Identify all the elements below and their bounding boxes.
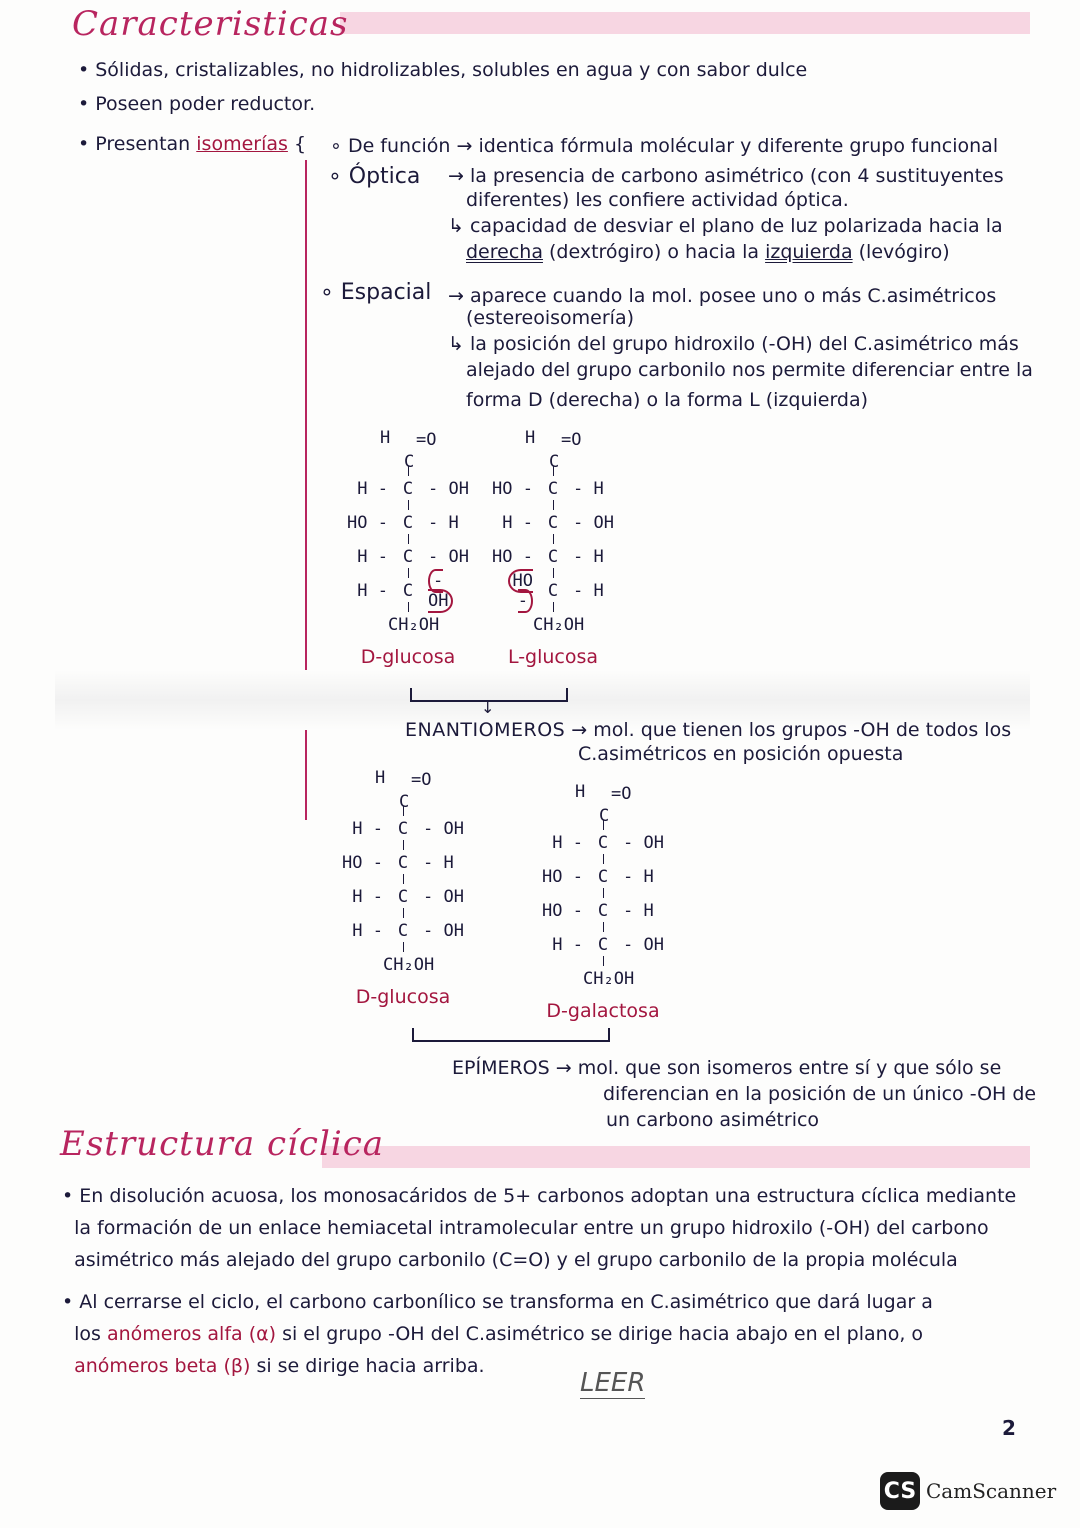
ch2oh-group: CH₂OH	[383, 955, 435, 975]
text: la formación de un enlace hemiacetal intramolecular entre un grupo hidroxilo (-OH) del carbono	[74, 1217, 989, 1239]
atom-o: =O	[411, 770, 432, 790]
optica-line: diferentes) les confiere actividad óptica.	[466, 189, 849, 211]
carbon-row: H - C - OH	[502, 513, 614, 533]
title-highlight	[322, 1146, 1030, 1168]
carbon-row: HO - C - H	[347, 513, 459, 533]
right-group: - OH	[428, 479, 469, 499]
bullet-isomerias: • Presentan isomerías {	[78, 133, 307, 155]
aldehyde-group: H =O C	[525, 428, 582, 472]
text: → mol. que tienen los grupos -OH de todos los	[571, 719, 1012, 741]
right-group: - OH	[423, 921, 464, 941]
carbon-row: H - C - OH	[357, 547, 469, 567]
bullet-text: Presentan	[95, 133, 197, 155]
carbon-row: H - C - OH	[352, 819, 464, 839]
label: Espacial	[340, 280, 432, 305]
espacial-line: alejado del grupo carbonilo nos permite diferenciar entre la	[466, 359, 1033, 381]
right-group: - OH	[428, 547, 469, 567]
isomerias-word: isomerías	[196, 133, 288, 155]
left-group: HO -	[347, 513, 388, 533]
epimeros-line: un carbono asimétrico	[606, 1109, 820, 1131]
text: Al cerrarse el ciclo, el carbono carbonílico se transforma en C.asimétrico que dará lugar a	[79, 1291, 933, 1313]
section-title-caracteristicas: Caracteristicas	[72, 4, 349, 44]
left-group: HO -	[542, 867, 583, 887]
isomeria-espacial-label: ∘ Espacial	[320, 280, 432, 305]
left-group: H -	[357, 479, 388, 499]
bullet-poder-reductor: • Poseen poder reductor.	[78, 93, 316, 115]
ch2oh-group: CH₂OH	[388, 615, 440, 635]
paragraph-2: • Al cerrarse el ciclo, el carbono carbonílico se transforma en C.asimétrico que dará lugar a los anómeros alfa (α) si el grupo -OH del C.asimétrico se dirige hacia abajo en el plano, o anómeros beta (β) si se dirige hacia arriba.	[62, 1291, 933, 1377]
carbon-row: HO - C - H	[485, 574, 621, 608]
carbon-row: HO - C - H	[342, 853, 454, 873]
bullet-text: Sólidas, cristalizables, no hidrolizables, solubles en agua y con sabor dulce	[95, 59, 808, 81]
espacial-line: forma D (derecha) o la forma L (izquierda)	[466, 389, 869, 411]
camscanner-text: CamScanner	[926, 1479, 1057, 1503]
carbon-row: H - C - OH	[357, 479, 469, 499]
bullet-solidas: • Sólidas, cristalizables, no hidrolizables, solubles en agua y con sabor dulce	[78, 59, 808, 81]
molecule-label: D-glucosa	[360, 646, 456, 668]
page-number: 2	[1002, 1416, 1016, 1440]
down-arrow-icon: ↓	[481, 698, 495, 717]
right-group: - H	[573, 479, 604, 499]
right-group: - H	[573, 547, 604, 567]
left-group: HO -	[492, 479, 533, 499]
espacial-line: ↳ la posición del grupo hidroxilo (-OH) del C.asimétrico más	[448, 333, 1019, 355]
epimeros-definition	[452, 1054, 1001, 1082]
right-group: - OH	[623, 935, 664, 955]
text: (levógiro)	[852, 241, 950, 263]
carbon-row: H - C - OH	[552, 935, 664, 955]
right-group: - H	[623, 867, 654, 887]
carbon-row: HO - C - H	[542, 867, 654, 887]
izquierda: izquierda	[765, 241, 853, 263]
fischer-projection-2	[485, 428, 621, 668]
right-group: - OH	[573, 513, 614, 533]
anomeros-beta: anómeros beta (β)	[74, 1355, 251, 1377]
ch2oh-group: CH₂OH	[583, 969, 635, 989]
paragraph-1: • En disolución acuosa, los monosacáridos de 5+ carbonos adoptan una estructura cíclica mediante la formación de un enlace hemiacetal intramolecular entre un grupo hidroxilo (-OH) del carbono asimétrico más alejado del grupo carbonilo (C=O) y el grupo carbonilo de la propia molécula	[62, 1185, 1017, 1271]
atom-o: =O	[611, 784, 632, 804]
label: Óptica	[348, 164, 421, 189]
text: si el grupo -OH del C.asimétrico se dirige hacia abajo en el plano, o	[276, 1323, 924, 1345]
carbon-row: HO - C - H	[492, 547, 604, 567]
text: si se dirige hacia arriba.	[250, 1355, 485, 1377]
fischer-projection-4	[535, 782, 671, 1022]
aldehyde-group: H =O C	[375, 768, 432, 812]
left-group: H -	[552, 833, 583, 853]
carbon-row: HO - C - H	[542, 901, 654, 921]
right-group: - OH	[423, 887, 464, 907]
atom-o: =O	[416, 430, 437, 450]
right-group: - OH	[623, 833, 664, 853]
molecule-label: D-glucosa	[355, 986, 451, 1008]
epimeros-bracket	[412, 1028, 610, 1042]
epimeros-term: EPÍMEROS	[452, 1057, 550, 1079]
atom-h: H	[575, 782, 586, 802]
camscanner-watermark	[880, 1472, 1056, 1510]
right-group: - H	[623, 901, 654, 921]
text: → mol. que son isomeros entre sí y que sólo se	[555, 1057, 1002, 1079]
epimeros-line: diferencian en la posición de un único -OH de	[603, 1083, 1037, 1105]
left-group: HO -	[542, 901, 583, 921]
atom-h: H	[375, 768, 386, 788]
carbon-row: H - C - OH	[352, 887, 464, 907]
isomeria-funcion: ∘ De función → identica fórmula molécular y diferente grupo funcional	[330, 135, 999, 157]
text: los	[74, 1323, 107, 1345]
note-leer: LEER	[580, 1368, 646, 1398]
left-group: H -	[352, 921, 383, 941]
carbon-row: HO - C - H	[492, 479, 604, 499]
espacial-line: (estereoisomería)	[466, 307, 634, 329]
right-group: - H	[423, 853, 454, 873]
molecule-label: L-glucosa	[507, 646, 599, 668]
carbon-row: H - C - OH	[352, 921, 464, 941]
right-group: - H	[428, 513, 459, 533]
atom-o: =O	[561, 430, 582, 450]
left-group: HO -	[492, 547, 533, 567]
left-group: HO -	[508, 569, 533, 613]
left-group: H -	[502, 513, 533, 533]
text: asimétrico más alejado del grupo carbonilo (C=O) y el grupo carbonilo de la propia molécula	[74, 1249, 958, 1271]
optica-line: → la presencia de carbono asimétrico (con 4 sustituyentes	[448, 165, 1004, 187]
label: De función	[347, 135, 451, 157]
ch2oh-group: CH₂OH	[533, 615, 585, 635]
right-group: - OH	[428, 569, 453, 613]
anomeros-alfa: anómeros alfa (α)	[106, 1323, 277, 1345]
title-highlight	[340, 12, 1030, 34]
text: (dextrógiro) o hacia la	[542, 241, 766, 263]
text: En disolución acuosa, los monosacáridos de 5+ carbonos adoptan una estructura cíclica mediante	[79, 1185, 1017, 1207]
right-group: - H	[573, 581, 604, 601]
left-group: H -	[352, 887, 383, 907]
isomeria-optica-label: ∘ Óptica	[328, 164, 421, 189]
camscanner-logo-icon: CS	[880, 1472, 920, 1510]
fischer-projection-1	[340, 428, 476, 668]
atom-h: H	[380, 428, 391, 448]
left-group: HO -	[342, 853, 383, 873]
molecule-label: D-galactosa	[546, 1000, 660, 1022]
text: → identica fórmula molécular y diferente grupo funcional	[456, 135, 999, 157]
left-group: H -	[357, 581, 388, 601]
aldehyde-group: H =O C	[380, 428, 437, 472]
left-group: H -	[357, 547, 388, 567]
aldehyde-group: H =O C	[575, 782, 632, 826]
optica-line	[466, 238, 950, 266]
enantiomeros-line: C.asimétricos en posición opuesta	[578, 743, 904, 765]
derecha: derecha	[466, 241, 543, 263]
left-group: H -	[352, 819, 383, 839]
section-title-estructura-ciclica: Estructura cíclica	[60, 1124, 385, 1164]
carbon-row: H - C - OH	[552, 833, 664, 853]
fischer-projection-3	[335, 768, 471, 1008]
espacial-line: → aparece cuando la mol. posee uno o más C.asimétricos	[448, 285, 997, 307]
right-group: - OH	[423, 819, 464, 839]
left-group: H -	[552, 935, 583, 955]
optica-line: ↳ capacidad de desviar el plano de luz polarizada hacia la	[448, 215, 1003, 237]
bullet-text: Poseen poder reductor.	[95, 93, 316, 115]
atom-h: H	[525, 428, 536, 448]
carbon-row: H - C - OH	[340, 574, 476, 608]
enantiomeros-term: ENANTIOMEROS	[405, 719, 566, 741]
